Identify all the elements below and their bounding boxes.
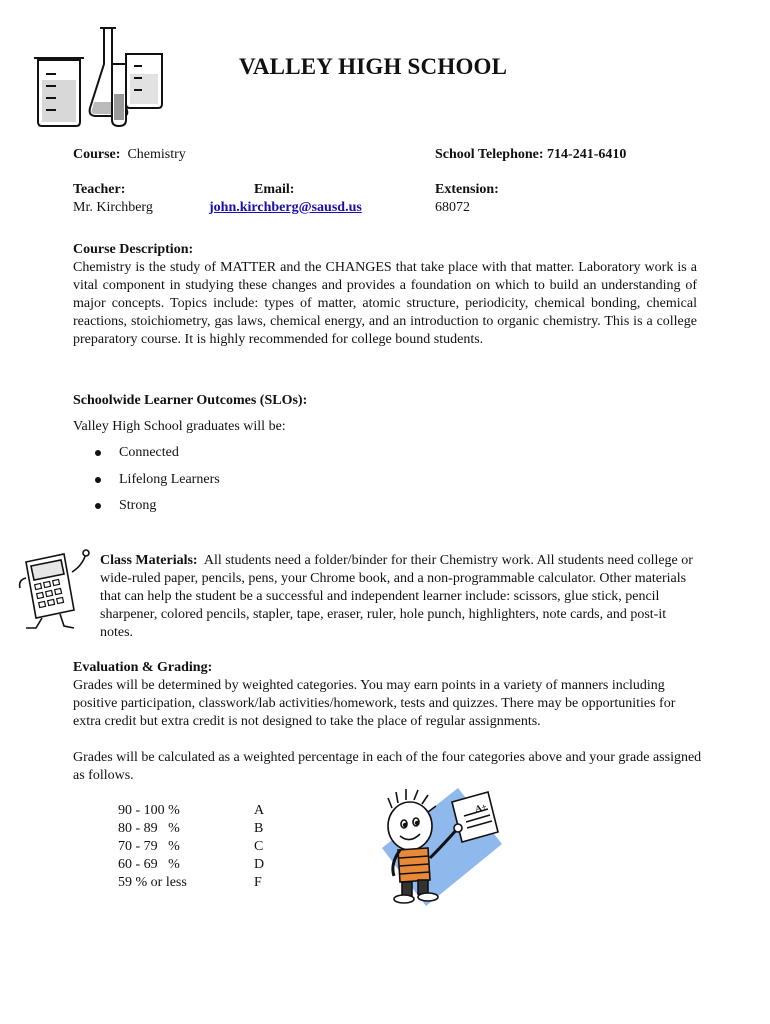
- course-description-heading: Course Description:: [73, 242, 194, 257]
- table-row: [118, 856, 264, 874]
- grade-letter: A: [254, 803, 265, 818]
- table-row: [118, 874, 264, 892]
- list-item: [93, 471, 220, 489]
- extension-label: Extension:: [435, 182, 499, 197]
- school-telephone: School Telephone: 714-241-6410: [435, 147, 627, 162]
- grade-letter: F: [254, 875, 262, 890]
- student-with-a-plus-paper-icon: [378, 786, 504, 908]
- table-row: [118, 802, 264, 820]
- slo-heading: Schoolwide Learner Outcomes (SLOs):: [73, 393, 308, 408]
- grade-range: 59 % or less: [118, 875, 187, 890]
- grade-range: 70 - 79 %: [118, 839, 180, 854]
- teacher-email-link[interactable]: john.kirchberg@sausd.us: [209, 200, 362, 215]
- teacher-name: Mr. Kirchberg: [73, 200, 153, 215]
- table-row: [118, 838, 264, 856]
- bullet-icon: [95, 450, 101, 456]
- list-item: [93, 444, 220, 462]
- grade-scale-table: [118, 802, 264, 892]
- grade-range: 60 - 69 %: [118, 857, 180, 872]
- grade-letter: C: [254, 839, 264, 854]
- slo-intro: Valley High School graduates will be:: [73, 419, 286, 434]
- page-title: VALLEY HIGH SCHOOL: [239, 54, 508, 79]
- course-value: Chemistry: [127, 147, 186, 162]
- extension-value: 68072: [435, 200, 470, 215]
- slo-item-label: Connected: [119, 445, 179, 460]
- list-item: [93, 497, 220, 515]
- class-materials-body: All students need a folder/binder for their Chemistry work. All students need college or wide-ruled paper, pencils, pens, your Chrome book, and a non-programmable calculator. Other materials that can help the student be a successful and independent learner include: scissors, glue stick, pencil sharpener, colored pencils, stapler, tape, eraser, ruler, hole punch, highlighters, note cards, and post-it notes.: [100, 553, 693, 640]
- course-line: [73, 146, 186, 164]
- evaluation-text-2: Grades will be calculated as a weighted percentage in each of the four categories above and your grade assigned as follows.: [73, 750, 702, 783]
- class-materials-heading: Class Materials:: [100, 553, 198, 568]
- grade-letter: D: [254, 857, 265, 872]
- table-row: [118, 820, 264, 838]
- evaluation-heading: Evaluation & Grading:: [73, 660, 213, 675]
- email-label: Email:: [254, 182, 295, 197]
- slo-list: [93, 444, 220, 515]
- class-materials-text: [100, 552, 698, 642]
- grade-range: 80 - 89 %: [118, 821, 180, 836]
- bullet-icon: [95, 477, 101, 483]
- grade-letter: B: [254, 821, 264, 836]
- paper-grade-label: A+: [473, 801, 488, 814]
- evaluation-text-1: Grades will be determined by weighted categories. You may earn points in a variety of manners including positive participation, classwork/lab activities/homework, tests and quizzes. There may be opportunities for extra credit but extra credit is not designed to take the place of regular assignments.: [73, 678, 676, 729]
- teacher-label: Teacher:: [73, 182, 126, 197]
- slo-item-label: Strong: [119, 498, 157, 513]
- course-description-text: Chemistry is the study of MATTER and the CHANGES that take place with that matter. Laboratory work is a vital component in studying these changes and provides a foundation on which to build an understanding of major concepts. Topics include: types of matter, atomic structure, periodicity, chemical bonding, chemical reactions, stoichiometry, gas laws, chemical energy, and an introduction to organic chemistry. This is a college preparatory course. It is highly recommended for college bound students.: [73, 260, 697, 347]
- grade-range: 90 - 100 %: [118, 803, 180, 818]
- course-label: Course:: [73, 147, 121, 162]
- calculator-character-icon: [16, 548, 90, 632]
- bullet-icon: [95, 503, 101, 509]
- slo-item-label: Lifelong Learners: [119, 472, 220, 487]
- lab-beakers-icon: [30, 24, 165, 128]
